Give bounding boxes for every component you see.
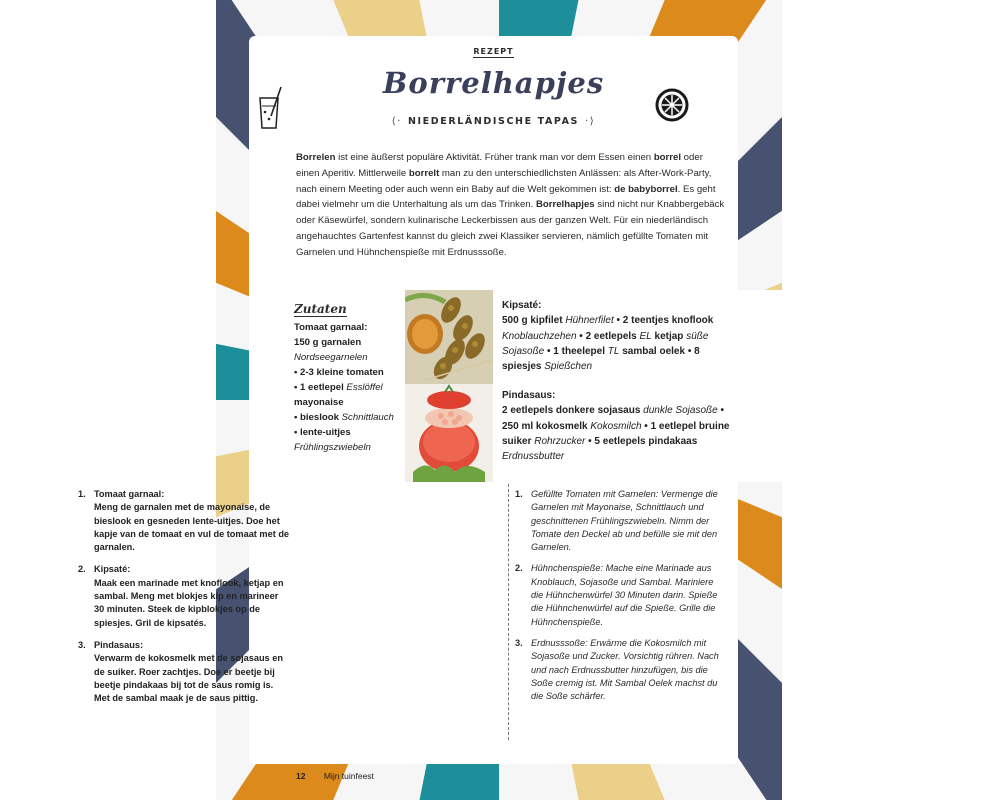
- kipsate-title: Kipsaté:: [502, 300, 542, 311]
- zutaten-box: [249, 290, 406, 482]
- satay-skewers-photo: [405, 290, 493, 384]
- step-de: 1. Gefüllte Tomaten mit Garnelen: Vermenge die Garnelen mit Mayonaise, Schnittlauch und geschnittenen Frühlingszwiebeln. Nimm der Tomate den Deckel ab und befülle sie mit den Garnelen.: [515, 489, 718, 553]
- step-de: 3. Erdnusssoße: Erwärme die Kokosmilch mit Sojasoße und Zucker. Vorsichtig rühren. Nach und nach Erdnussbutter hinzufügen, bis die Soße cremig ist. Mit Sambal Oelek machst du die Soße schärfer.: [515, 637, 719, 702]
- page-footer: [296, 771, 374, 781]
- step-nl: 1. Tomaat garnaal: Meng de garnalen met de mayonaise, de bieslook en gesneden lente-uitjes. Doe het kapje van de tomaat en vul de tomaat met de garnalen.: [78, 489, 290, 553]
- recipe-title: Borrelhapjes: [382, 66, 605, 100]
- steps-german: [515, 488, 725, 711]
- zutaten-title: Zutaten: [294, 302, 347, 316]
- recipe-subtitle: ⟨· NIEDERLÄNDISCHE TAPAS ·⟩: [391, 116, 596, 127]
- zutaten-line: Tomaat garnaal:: [294, 322, 368, 333]
- page-number: 12: [296, 771, 306, 781]
- zutaten-line: • lente-uitjes Frühlingszwiebeln: [294, 427, 371, 453]
- pindasaus-ingredients: Pindasaus: 2 eetlepels donkere sojasaus dunkle Sojasoße • 250 ml kokosmelk Kokosmilch • 1 eetlepel bruine suiker Rohrzucker • 5 eetlepels pindakaas Erdnussbutter: [502, 388, 732, 464]
- steps-dutch: [78, 488, 290, 714]
- step-nl: 3. Pindasaus: Verwarm de kokosmelk met de sojasaus en de suiker. Roer zachtjes. Doe er beetje bij beetje pindakaas bij tot de saus romig is. Met de sambal maak je de saus pittig.: [78, 639, 283, 704]
- column-divider: [508, 484, 509, 740]
- zutaten-line: • bieslook Schnittlauch: [294, 412, 394, 423]
- ornament-right-icon: ·⟩: [584, 116, 596, 127]
- recipe-photos: [405, 290, 493, 482]
- intro-paragraph: Borrelen ist eine äußerst populäre Aktivität. Früher trank man vor dem Essen einen borrel oder einen Aperitiv. Mittlerweile borrelt man zu den unterschiedlichsten Anlässen: als After-Work-Party, nach einem Meeting oder auch wenn ein Baby auf die Welt gekommen ist: de babyborrel. Es geht dabei vielmehr um die Unterhaltung als um das Trinken. Borrelhapjes sind nicht nur Knabbergebäck oder Käsewürfel, sondern kulinarische Leckerbissen aus der ganzen Welt. Für ein niederländisch angehauchtes Gartenfest kannst du gleich zwei Klassiker servieren, nämlich gefüllte Tomaten mit Garnelen und Hühnchenspieße mit Erdnusssoße.: [296, 152, 725, 258]
- step-nl: 2. Kipsaté: Maak een marinade met knoflook, ketjap en sambal. Meng met blokjes kip en marineer 30 minuten. Steek de kipblokjes op de spiesjes. Gril de kipsatés.: [78, 564, 284, 628]
- book-title: Mijn tuinfeest: [323, 771, 374, 781]
- pindasaus-title: Pindasaus:: [502, 390, 556, 401]
- zutaten-line: • 2-3 kleine tomaten: [294, 367, 384, 378]
- zutaten-line: • 1 eetlepel Esslöffel mayonaise: [294, 382, 383, 408]
- section-label: REZEPT: [473, 47, 514, 56]
- step-de: 2. Hühnchenspieße: Mache eine Marinade aus Knoblauch, Sojasoße und Sambal. Mariniere die Hühnchenwürfel 30 Minuten darin. Spieße die Hühnchenwürfel auf die Spieße. Grille die Hühnchenspieße.: [515, 563, 718, 627]
- zutaten-line: 150 g garnalen Nordseegarnelen: [294, 337, 368, 363]
- ingredients-strip: [249, 290, 782, 482]
- stuffed-tomato-photo: [405, 384, 493, 482]
- ornament-left-icon: ⟨·: [391, 116, 402, 127]
- glass-with-straw-icon: [257, 86, 283, 132]
- kipsate-ingredients: Kipsaté: 500 g kipfilet Hühnerfilet • 2 teentjes knoflook Knoblauchzehen • 2 eetlepels EL ketjap süße Sojasoße • 1 theelepel TL sambal oelek • 8 spiesjes Spießchen: [502, 298, 732, 374]
- zutaten-list: [294, 320, 404, 455]
- lemon-slice-icon: [655, 88, 689, 122]
